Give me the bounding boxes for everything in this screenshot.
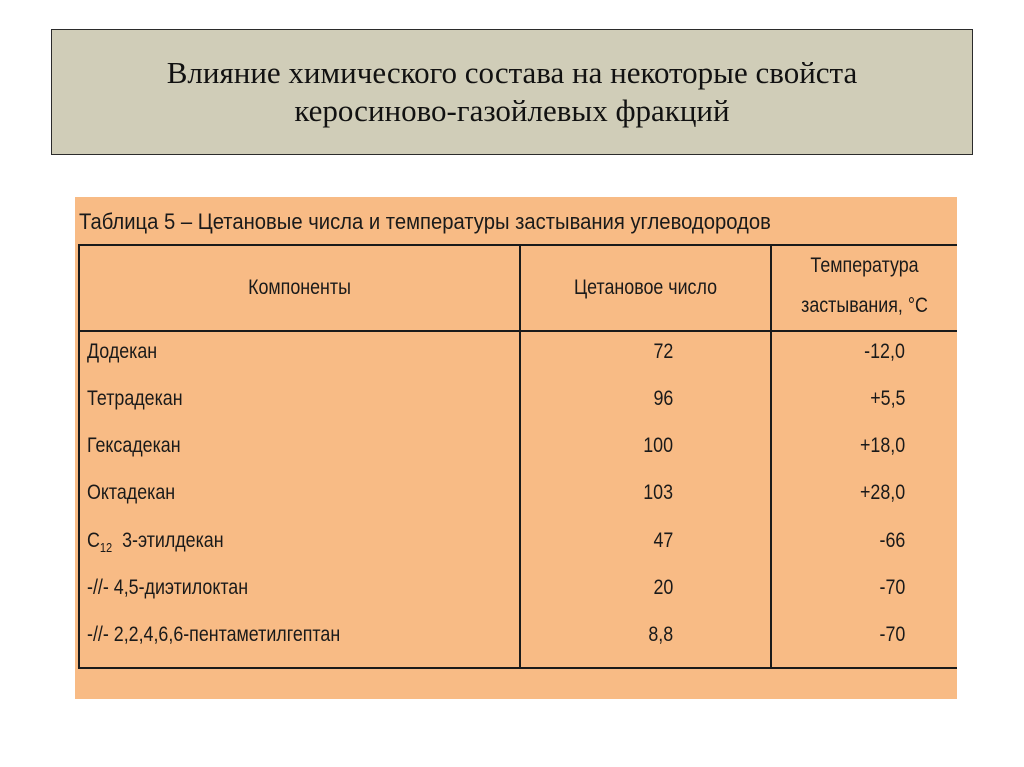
row-4-name: Октадекан xyxy=(87,481,176,504)
row-7-name: -//- 2,2,4,6,6-пентаметилгептан xyxy=(87,623,341,646)
row-5-name-subscript: 12 xyxy=(99,540,113,556)
header-temp-line-1: Температура xyxy=(810,254,919,277)
row-3-temp: +18,0 xyxy=(859,434,905,457)
row-5-name-prefix: С xyxy=(87,529,100,552)
row-6-temp: -70 xyxy=(879,576,905,599)
row-6-name: -//- 4,5-диэтилоктан xyxy=(87,576,249,599)
row-3-cetane: 100 xyxy=(643,434,673,457)
row-5-cetane: 47 xyxy=(653,529,673,552)
header-components: Компоненты xyxy=(248,276,351,299)
column-divider-2 xyxy=(770,244,772,669)
header-temp-line-2: застывания, °С xyxy=(801,294,928,317)
table-caption: Таблица 5 – Цетановые числа и температуры застывания углеводородов xyxy=(79,209,771,234)
table-grid xyxy=(78,244,957,669)
row-1-name: Додекан xyxy=(87,340,158,363)
header-bottom-border xyxy=(78,330,957,332)
table-top-border xyxy=(78,244,957,246)
row-3-name: Гексадекан xyxy=(87,434,181,457)
slide-title-box xyxy=(51,29,973,155)
row-6-cetane: 20 xyxy=(653,576,673,599)
row-2-cetane: 96 xyxy=(653,387,673,410)
table-left-border xyxy=(78,244,80,669)
row-2-name: Тетрадекан xyxy=(87,387,183,410)
row-1-temp: -12,0 xyxy=(864,340,905,363)
cetane-table xyxy=(75,197,957,699)
row-1-cetane: 72 xyxy=(653,340,673,363)
row-5-temp: -66 xyxy=(879,529,905,552)
slide-title-line-2: керосиново-газойлевых фракций xyxy=(294,93,730,128)
row-2-temp: +5,5 xyxy=(869,387,905,410)
row-5-name-wrap xyxy=(87,529,224,555)
row-7-cetane: 8,8 xyxy=(648,623,673,646)
row-5-name: 3-этилдекан xyxy=(122,529,224,552)
column-divider-1 xyxy=(519,244,521,669)
table-bottom-border xyxy=(78,667,957,669)
header-cetane: Цетановое число xyxy=(573,276,718,299)
row-4-temp: +28,0 xyxy=(859,481,905,504)
slide-title-line-1: Влияние химического состава на некоторые свойста xyxy=(166,55,858,90)
row-7-temp: -70 xyxy=(879,623,905,646)
row-4-cetane: 103 xyxy=(643,481,673,504)
